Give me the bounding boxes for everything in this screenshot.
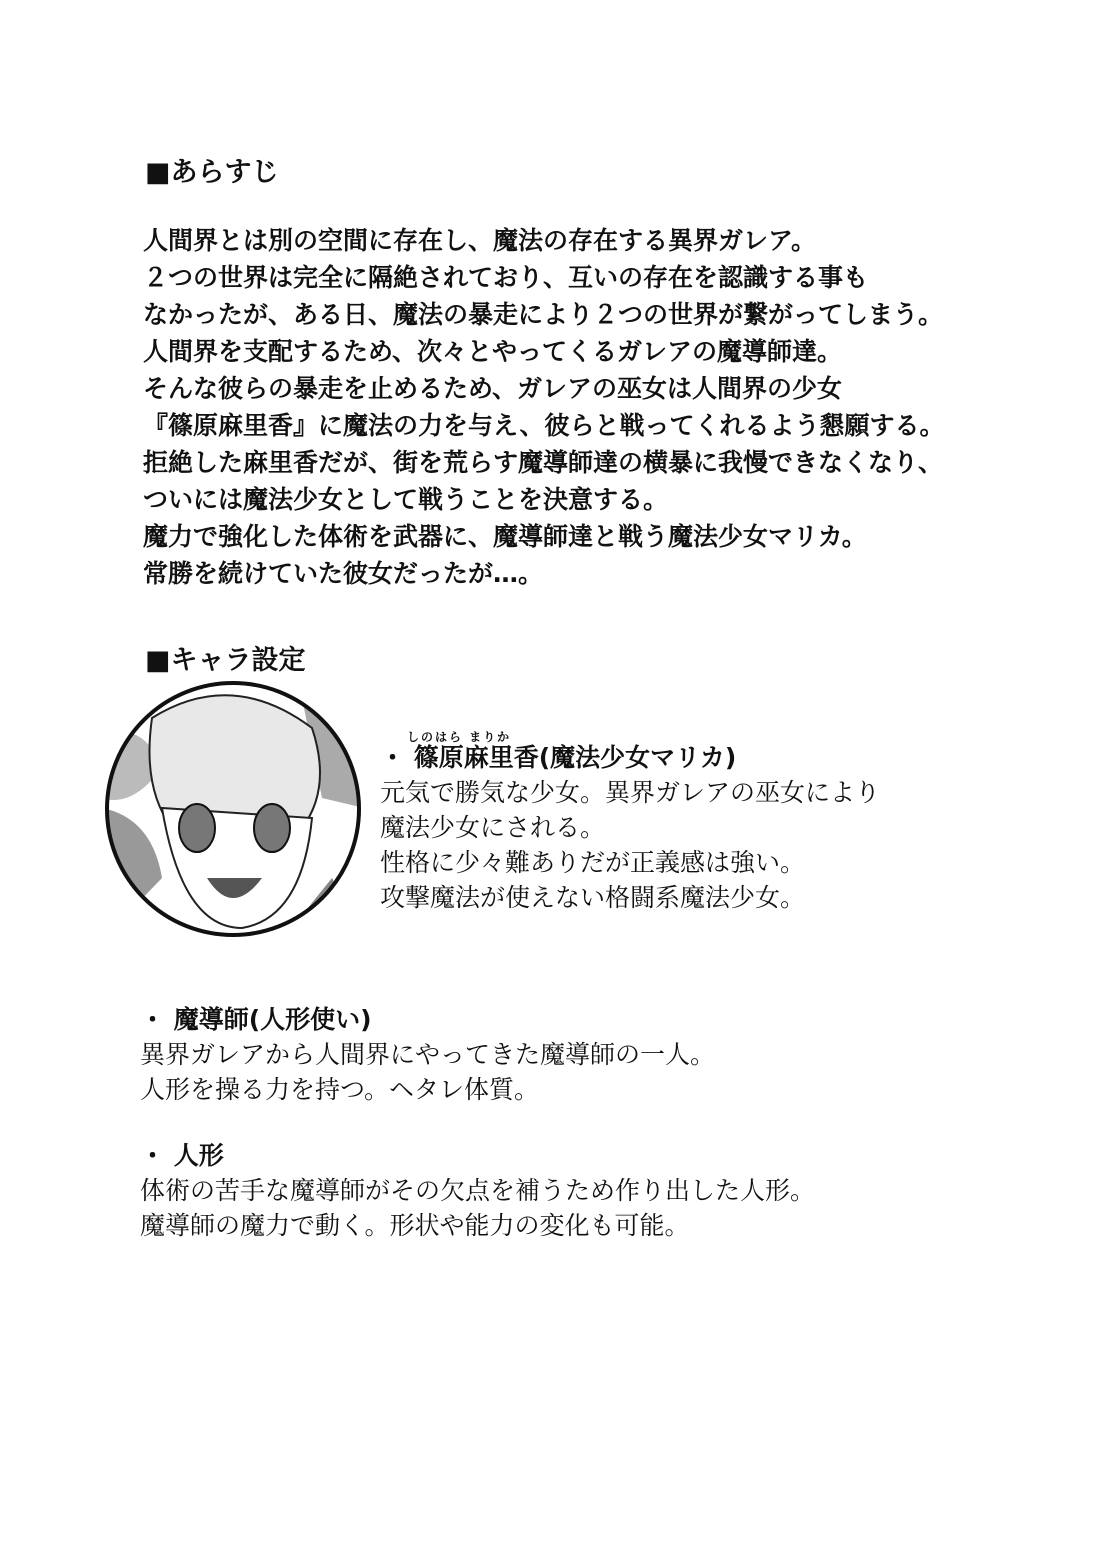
- doll-section: [140, 1138, 815, 1243]
- synopsis-line: 人間界とは別の空間に存在し、魔法の存在する異界ガレア。: [143, 226, 817, 255]
- marika-line: 性格に少々難ありだが正義感は強い。: [380, 848, 806, 877]
- marika-line: 元気で勝気な少女。異界ガレアの巫女により: [380, 778, 881, 807]
- name-ruby: しのはら まりか: [407, 730, 512, 744]
- marika-title: ・ 篠原麻里香(魔法少女マリカ): [380, 743, 737, 772]
- doll-line: 魔導師の魔力で動く。形状や能力の変化も可能。: [140, 1211, 690, 1240]
- synopsis-line: 拒絶した麻里香だが、街を荒らす魔導師達の横暴に我慢できなくなり、: [143, 448, 944, 477]
- synopsis-line: ２つの世界は完全に隔絶されており、互いの存在を認識する事も: [143, 263, 869, 292]
- synopsis-line: 人間界を支配するため、次々とやってくるガレアの魔導師達。: [143, 337, 843, 366]
- marika-line: 攻撃魔法が使えない格闘系魔法少女。: [380, 883, 806, 912]
- synopsis-line: なかったが、ある日、魔法の暴走により２つの世界が繋がってしまう。: [143, 300, 944, 329]
- synopsis-line: 魔力で強化した体術を武器に、魔導師達と戦う魔法少女マリカ。: [143, 522, 867, 551]
- doll-title: ・ 人形: [140, 1141, 224, 1170]
- synopsis-line: そんな彼らの暴走を止めるため、ガレアの巫女は人間界の少女: [143, 374, 843, 403]
- mage-line: 異界ガレアから人間界にやってきた魔導師の一人。: [140, 1040, 716, 1069]
- mage-title: ・ 魔導師(人形使い): [140, 1005, 372, 1034]
- mage-line: 人形を操る力を持つ。ヘタレ体質。: [140, 1075, 540, 1104]
- synopsis-line: 常勝を続けていた彼女だったが…。: [143, 559, 544, 588]
- synopsis-line: ついには魔法少女として戦うことを決意する。: [143, 485, 669, 514]
- marika-section: [380, 740, 880, 915]
- synopsis-heading: ■あらすじ: [145, 157, 279, 188]
- synopsis-text: [143, 222, 945, 592]
- synopsis-line: 『篠原麻里香』に魔法の力を与え、彼らと戦ってくれるよう懇願する。: [143, 411, 945, 440]
- doll-line: 体術の苦手な魔導師がその欠点を補うため作り出した人形。: [140, 1176, 816, 1205]
- character-portrait: [102, 678, 364, 940]
- characters-heading: ■キャラ設定: [145, 645, 306, 676]
- marika-line: 魔法少女にされる。: [380, 813, 606, 842]
- mage-section: [140, 1002, 715, 1107]
